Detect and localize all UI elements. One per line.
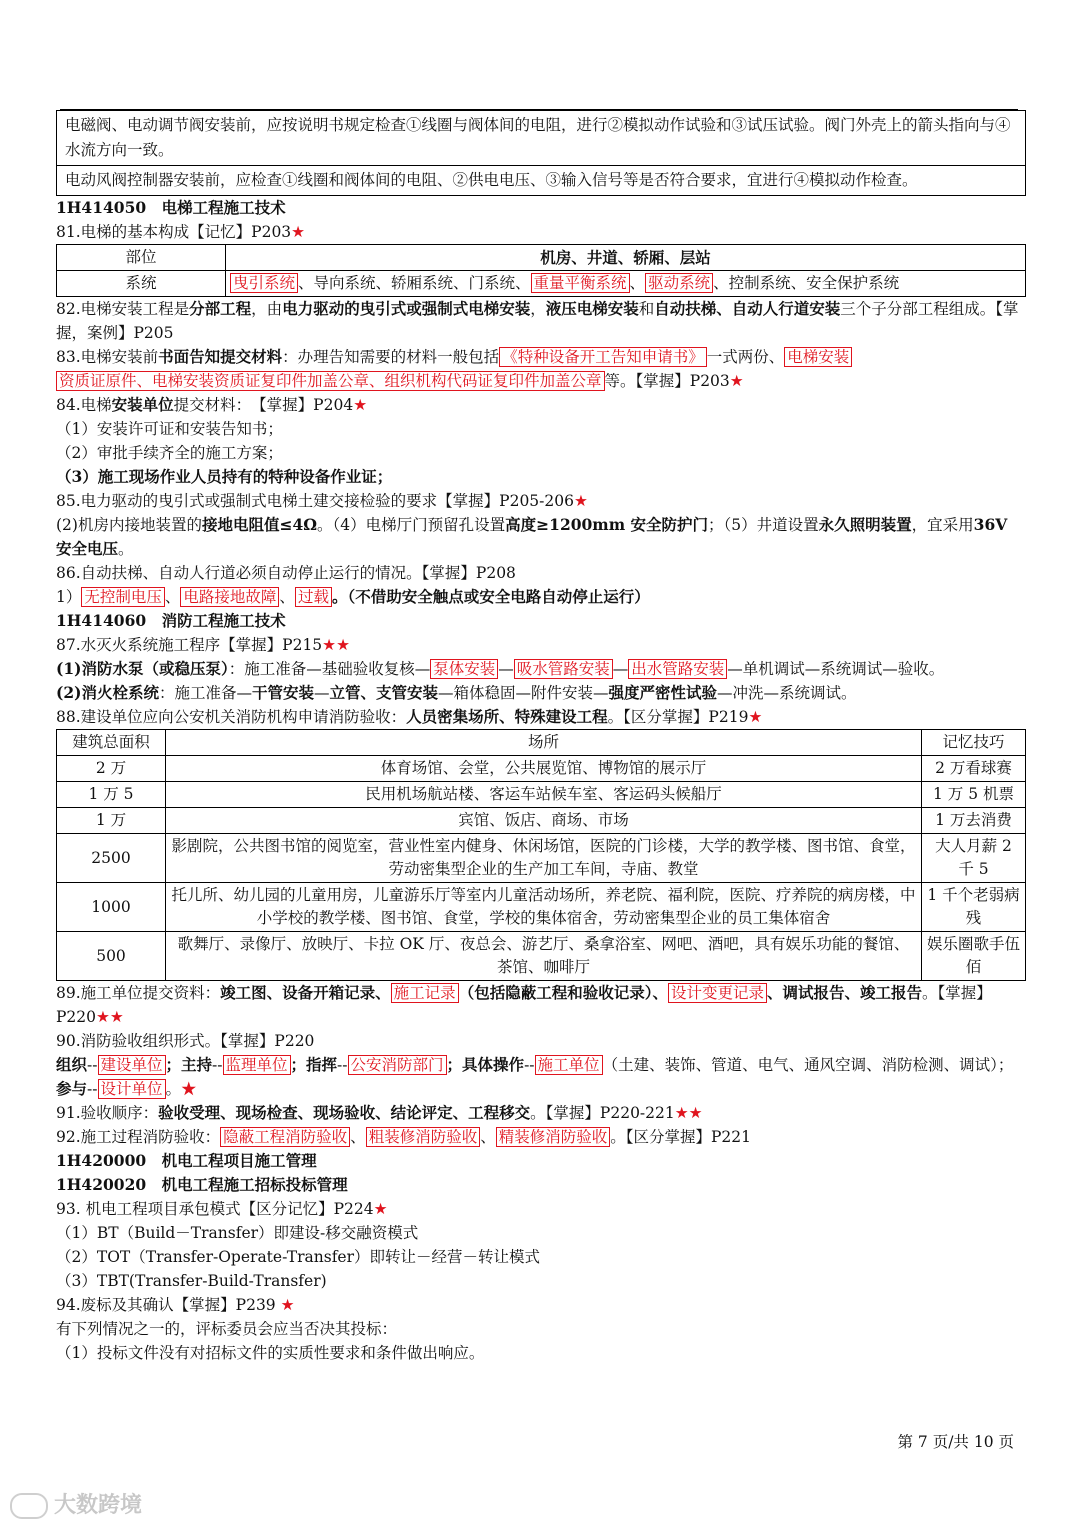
star-icon: ★ — [291, 223, 306, 241]
intro-box — [56, 110, 1026, 196]
text: 。【区分掌握】P219 — [607, 708, 749, 726]
text: 组织 — [56, 1055, 88, 1074]
item-83 — [56, 345, 1026, 393]
logo-icon — [10, 1493, 48, 1519]
text: 自动扶梯、自动人行道安装 — [654, 299, 841, 318]
text: ：办理告知需要的材料一般包括 — [282, 348, 500, 366]
item-93 — [56, 1197, 1026, 1221]
text: 、 — [164, 588, 181, 606]
table-cell: 1 万 5 — [57, 782, 166, 808]
text: ；具体操作 — [446, 1055, 525, 1074]
table-cell: 体育场馆、会堂，公共展览馆、博物馆的展示厅 — [166, 756, 922, 782]
text: 验收受理、现场检查、现场验收、结论评定、工程移交 — [158, 1103, 531, 1122]
table-cell: 2 万看球赛 — [922, 756, 1026, 782]
list-item: （1）投标文件没有对招标文件的实质性要求和条件做出响应。 — [56, 1344, 485, 1362]
text: 一式两份、 — [706, 348, 785, 366]
text: 1） — [56, 588, 82, 606]
star-icon: ★ — [748, 708, 763, 726]
text: 永久照明装置 — [818, 515, 912, 534]
item-91 — [56, 1101, 1026, 1125]
highlight-box: 驱动系统 — [645, 273, 713, 293]
item-92 — [56, 1125, 1026, 1149]
text: 高度≥1200mm 安全防护门 — [505, 515, 708, 534]
text: 。【区分掌握】P221 — [610, 1128, 751, 1146]
text: 87.水灭火系统施工程序【掌握】P215 — [56, 636, 323, 654]
text: 参与 — [56, 1079, 88, 1098]
text: 。（不借助安全触点或安全电路自动停止运行） — [331, 587, 650, 606]
table-row — [57, 834, 1026, 883]
section-heading: 1H414060 消防工程施工技术 — [56, 611, 286, 630]
item-87-a — [56, 657, 1026, 681]
text: ；主持 — [165, 1055, 213, 1074]
text: 82.电梯安装工程是 — [56, 300, 190, 318]
list-item: （3）施工现场作业人员持有的特种设备作业证； — [56, 467, 393, 486]
text: 83.电梯安装前 — [56, 348, 159, 366]
text: 、控制系统、安全保护系统 — [713, 274, 900, 292]
text: ；指挥 — [290, 1055, 338, 1074]
table-cell: 歌舞厅、录像厅、放映厅、卡拉 OK 厅、夜总会、游艺厅、桑拿浴室、网吧、酒吧，具有娱乐功能的餐馆、茶馆、咖啡厅 — [166, 932, 922, 981]
highlight-box: 公安消防部门 — [348, 1055, 447, 1075]
table-cell: 500 — [57, 932, 166, 981]
star-icon: ★ — [373, 1200, 388, 1218]
text: — — [313, 684, 330, 702]
list-item: （1）BT（Build－Transfer）即建设-移交融资模式 — [56, 1224, 419, 1242]
text: 36V 安全电压 — [56, 515, 1008, 558]
text: （包括隐蔽工程和验收记录）、 — [458, 983, 668, 1002]
table-row — [57, 808, 1026, 834]
table-cell: 影剧院，公共图书馆的阅览室，营业性室内健身、休闲场馆，医院的门诊楼，大学的教学楼、图书馆、食堂，劳动密集型企业的生产加工车间，寺庙、教堂 — [166, 834, 922, 883]
star-icon: ★ — [280, 1296, 295, 1314]
text: ，宜采用 — [911, 516, 974, 534]
highlight-box: 粗装修消防验收 — [366, 1127, 481, 1147]
text: ：施工准备—基础验收复核— — [228, 660, 431, 678]
text: 。 — [165, 1080, 182, 1098]
highlight-box: 吸水管路安装 — [514, 659, 613, 679]
item-90: 90.消防验收组织形式。【掌握】P220 — [56, 1032, 315, 1050]
highlight-box: 重量平衡系统 — [531, 273, 630, 293]
text: （土建、装饰、管道、电气、通风空调、消防检测、调试）； — [602, 1056, 1014, 1074]
item-81 — [56, 220, 1026, 244]
highlight-box: 施工记录 — [391, 983, 459, 1003]
highlight-box: 泵体安装 — [430, 659, 498, 679]
text: 91.验收顺序： — [56, 1104, 159, 1122]
item-88 — [56, 705, 1026, 729]
text: 、 — [480, 1128, 496, 1146]
table-cell: 民用机场航站楼、客运车站候车室、客运码头候船厅 — [166, 782, 922, 808]
item-89 — [56, 981, 1026, 1029]
table-row — [57, 782, 1026, 808]
document-page — [56, 110, 1026, 1365]
text: 提交材料： 【掌握】P204 — [173, 396, 354, 414]
table-row — [57, 756, 1026, 782]
item-82 — [56, 297, 1026, 345]
list-item: （2）审批手续齐全的施工方案； — [56, 444, 283, 462]
highlight-box: 建设单位 — [98, 1055, 166, 1075]
text: -- — [87, 1080, 98, 1098]
text: —冲洗—系统调试。 — [717, 684, 857, 702]
text: — — [612, 660, 629, 678]
text: 。【掌握】P220-221 — [530, 1104, 675, 1122]
highlight-box: 无控制电压 — [81, 587, 165, 607]
star-icon: ★ — [353, 396, 368, 414]
text: 88.建设单位应向公安机关消防机构申请消防验收： — [56, 708, 407, 726]
watermark — [10, 1488, 142, 1519]
text: (2)消火栓系统 — [56, 683, 159, 702]
highlight-box: 电梯安装 — [784, 347, 852, 367]
text: 液压电梯安装 — [545, 299, 639, 318]
highlight-box: 设计变更记录 — [668, 983, 767, 1003]
text: 安装单位 — [111, 395, 174, 414]
item-86: 86.自动扶梯、自动人行道必须自动停止运行的情况。【掌握】P208 — [56, 564, 516, 582]
item-81-text: 81.电梯的基本构成【记忆】P203 — [56, 223, 292, 241]
star-icon: ★ — [181, 1080, 197, 1098]
list-item: （2）TOT（Transfer-Operate-Transfer）即转让－经营－转让模式 — [56, 1248, 541, 1266]
text: 接地电阻值≤4Ω — [201, 515, 318, 534]
text: (2)机房内接地装置的 — [56, 516, 202, 534]
star-icon: ★★ — [322, 636, 350, 654]
highlight-box: 曳引系统 — [230, 273, 298, 293]
highlight-box: 电路接地故障 — [180, 587, 279, 607]
table-cell: 1000 — [57, 883, 166, 932]
text: 。（4）电梯厅门预留孔设置 — [317, 516, 506, 534]
table-cell: 大人月薪 2 千 5 — [922, 834, 1026, 883]
text: -- — [87, 1056, 98, 1074]
item-87-b — [56, 681, 1026, 705]
table-cell: 1 万 — [57, 808, 166, 834]
table-cell: 托儿所、幼儿园的儿童用房，儿童游乐厅等室内儿童活动场所，养老院、福利院，医院、疗养院的病房楼，中小学校的教学楼、图书馆、食堂，学校的集体宿舍，劳动密集型企业的员工集体宿舍 — [166, 883, 922, 932]
table-header: 记忆技巧 — [922, 730, 1026, 756]
text: 竣工图、设备开箱记录、 — [220, 983, 391, 1002]
intro-row-2: 电动风阀控制器安装前，应检查①线圈和阀体间的电阻、②供电电压、③输入信号等是否符合要求，宜进行④模拟动作检查。 — [57, 166, 1026, 196]
text: ， — [530, 300, 546, 318]
table-header: 场所 — [166, 730, 922, 756]
item-84 — [56, 393, 1026, 417]
table-cell: 2500 — [57, 834, 166, 883]
highlight-box: 精装修消防验收 — [496, 1127, 611, 1147]
item-86-body — [56, 585, 1026, 609]
text: 三个子分部工程组成。【掌握，案例】P205 — [56, 300, 1019, 342]
star-icon: ★ — [574, 492, 588, 510]
section-heading: 1H420020 机电工程施工招标投标管理 — [56, 1175, 348, 1194]
table-cell: 2 万 — [57, 756, 166, 782]
text: 。【掌握】P220 — [56, 984, 992, 1026]
table-cell: 机房、井道、轿厢、层站 — [226, 245, 1026, 271]
elevator-table — [56, 244, 1026, 297]
item-90-body — [56, 1053, 1026, 1101]
table-cell — [226, 271, 1026, 297]
item-87 — [56, 633, 1026, 657]
highlight-box: 《特种设备开工告知申请书》 — [499, 347, 707, 367]
table-cell: 系统 — [57, 271, 226, 297]
text: 、导向系统、轿厢系统、门系统、 — [298, 274, 531, 292]
table-row — [57, 932, 1026, 981]
text: 干管安装 — [251, 683, 314, 702]
text: 、调试报告、竣工报告 — [766, 983, 922, 1002]
text: (1)消防水泵（或稳压泵） — [56, 659, 229, 678]
text: 、 — [350, 1128, 366, 1146]
text: ；（5）井道设置 — [708, 516, 819, 534]
text: 电力驱动的曳引式或强制式电梯安装 — [282, 299, 531, 318]
text: 85.电力驱动的曳引式或强制式电梯土建交接检验的要求【掌握】P205-206 — [56, 492, 574, 510]
table-cell: 娱乐圈歌手伍佰 — [922, 932, 1026, 981]
star-icon: ★★ — [674, 1104, 703, 1122]
star-icon: ★ — [729, 372, 744, 390]
text: 分部工程 — [189, 299, 252, 318]
table-cell: 1 万 5 机票 — [922, 782, 1026, 808]
section-heading: 1H414050 电梯工程施工技术 — [56, 198, 286, 217]
page-number: 第 7 页/共 10 页 — [897, 1433, 1014, 1451]
list-item: （1）安装许可证和安装告知书； — [56, 420, 283, 438]
text: 和 — [638, 300, 655, 318]
text: 立管、支管安装 — [329, 683, 438, 702]
highlight-box: 设计单位 — [98, 1079, 166, 1099]
item-85-body — [56, 513, 1026, 561]
text: 人员密集场所、特殊建设工程 — [406, 707, 608, 726]
highlight-box: 过载 — [295, 587, 332, 607]
text: 强度严密性试验 — [608, 683, 718, 702]
text: 93. 机电工程项目承包模式【区分记忆】P224 — [56, 1200, 374, 1218]
table-cell: 1 万去消费 — [922, 808, 1026, 834]
highlight-box: 出水管路安装 — [628, 659, 727, 679]
fire-acceptance-table — [56, 729, 1026, 981]
list-item: 有下列情况之一的，评标委员会应当否决其投标： — [56, 1320, 398, 1338]
text: 89.施工单位提交资料： — [56, 984, 221, 1002]
table-header: 建筑总面积 — [57, 730, 166, 756]
highlight-box: 监理单位 — [223, 1055, 291, 1075]
text: 、 — [629, 274, 646, 292]
text: 94.废标及其确认【掌握】P239 — [56, 1296, 281, 1314]
star-icon: ★★ — [96, 1008, 124, 1026]
text: -- — [337, 1056, 348, 1074]
text: —单机调试—系统调试—验收。 — [727, 660, 945, 678]
text: —箱体稳固—附件安装— — [438, 684, 609, 702]
section-heading: 1H420000 机电工程项目施工管理 — [56, 1151, 317, 1170]
text: ，由 — [251, 300, 283, 318]
intro-row-1: 电磁阀、电动调节阀安装前，应按说明书规定检查①线圈与阀体间的电阻，进行②模拟动作试验和③试压试验。阀门外壳上的箭头指向与④水流方向一致。 — [57, 111, 1026, 166]
highlight-box: 隐蔽工程消防验收 — [220, 1127, 350, 1147]
text: 84.电梯 — [56, 396, 112, 414]
text: -- — [524, 1056, 535, 1074]
text: 。 — [118, 540, 134, 558]
table-cell: 1 千个老弱病残 — [922, 883, 1026, 932]
table-cell: 宾馆、饭店、商场、市场 — [166, 808, 922, 834]
item-94 — [56, 1293, 1026, 1317]
highlight-box: 资质证原件、电梯安装资质证复印件加盖公章、组织机构代码证复印件加盖公章 — [56, 371, 605, 391]
text: 92.施工过程消防验收： — [56, 1128, 221, 1146]
text: 书面告知提交材料 — [158, 347, 283, 366]
text: ：施工准备— — [158, 684, 252, 702]
watermark-text: 大数跨境 — [54, 1493, 143, 1518]
highlight-box: 施工单位 — [535, 1055, 603, 1075]
text: -- — [212, 1056, 223, 1074]
text: 、 — [279, 588, 295, 606]
list-item: （3）TBT(Transfer-Build-Transfer) — [56, 1272, 327, 1290]
text: 等。【掌握】P203 — [604, 372, 730, 390]
text: — — [498, 660, 514, 678]
table-row — [57, 883, 1026, 932]
table-cell: 部位 — [57, 245, 226, 271]
item-85 — [56, 489, 1026, 513]
